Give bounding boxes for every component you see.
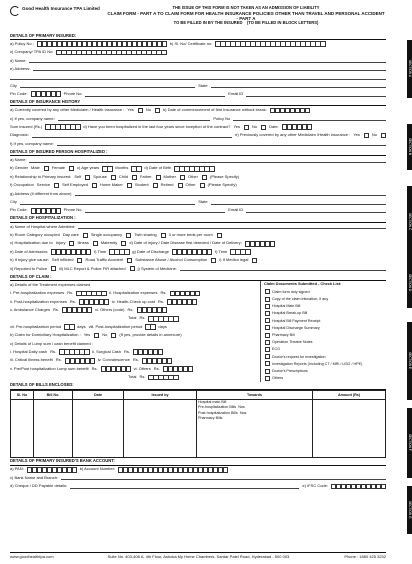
hospitalized-yes-checkbox[interactable] <box>244 125 249 130</box>
cause-illness: Illness <box>77 240 89 246</box>
doc-item-10: Doctor's request for investigation <box>272 354 326 359</box>
patient-name-field[interactable] <box>29 158 386 163</box>
lump-total-field[interactable] <box>148 375 178 381</box>
dob-field[interactable] <box>174 166 214 172</box>
if-yes-company-label: f) If yes, company name: <box>10 140 54 146</box>
doc-item-4: Hospital Break-up Bill <box>272 311 308 316</box>
patient-address-label: g) Address (if different from above) <box>10 190 72 196</box>
section-c <box>10 148 386 215</box>
section-tab-e: SECTION E <box>407 322 412 400</box>
rel-father-checkbox[interactable] <box>156 175 161 180</box>
age-label: c) Age years <box>77 165 100 171</box>
doc-checkbox-9[interactable] <box>265 347 270 352</box>
rel-self-checkbox[interactable] <box>85 175 90 180</box>
cheque-field[interactable] <box>70 484 299 489</box>
pan-field[interactable] <box>27 467 77 473</box>
doc-item-8: Operation Theatre Notes <box>272 340 313 345</box>
gender-label: b) Gender <box>10 165 29 171</box>
dob-label: d) Date of Birth <box>144 165 172 171</box>
domiciliary-note: (If yes, provide details in annexure) <box>119 332 182 338</box>
company-name-field[interactable] <box>58 117 211 122</box>
months-label: Months <box>115 165 129 171</box>
rs-label: Rs. <box>157 298 164 304</box>
cause-maternity-checkbox[interactable] <box>121 241 126 246</box>
ic-substance: Substance Abuse / Alcohol Consumption <box>135 257 208 263</box>
male-checkbox[interactable] <box>44 166 49 171</box>
patient-email-field[interactable] <box>246 208 386 213</box>
insured-name-label: d) Name: <box>10 57 27 63</box>
mlc-checkbox[interactable] <box>252 258 257 263</box>
history-policy-field[interactable] <box>233 117 386 122</box>
bills-table <box>10 390 386 458</box>
company-tpa-label: c) Company/ TPA ID No: <box>10 49 54 55</box>
ambulance-field[interactable] <box>62 307 92 313</box>
phone-label: Phone No: <box>63 91 83 97</box>
previously-label: e) Previously covered by any other Mediclaim /Health insurance : <box>235 132 351 138</box>
pre-days-field[interactable] <box>64 324 74 330</box>
ic-road-checkbox[interactable] <box>127 258 132 263</box>
insured-address-label: e) Address: <box>10 65 31 71</box>
section-b <box>10 99 386 149</box>
months-field[interactable] <box>131 166 141 172</box>
form-header <box>10 6 386 32</box>
rs-label: Rs. <box>132 357 139 363</box>
rs-label: Rs. <box>67 290 74 296</box>
critical-illness-label: iii. Critical Illness benefit <box>10 357 53 363</box>
hospital-field[interactable] <box>78 225 386 230</box>
sl-no-label: b) Sl. No/ Certificate no: <box>169 40 213 46</box>
age-field[interactable] <box>102 166 112 172</box>
doc-checkbox-3[interactable] <box>265 304 270 309</box>
email-field[interactable] <box>246 92 386 97</box>
patient-city-field[interactable] <box>20 200 195 205</box>
reported-label: ii) Reported to Police <box>10 265 48 271</box>
towards-pharmacy: Pharmacy Bills <box>197 415 313 420</box>
patient-pin-field[interactable] <box>31 208 61 214</box>
ic-self: Self inflicted <box>51 257 74 263</box>
doc-item-5: Hospital Bill Payment Receipt <box>272 318 321 323</box>
patient-state-field[interactable] <box>211 200 386 205</box>
doc-item-2: Copy of the claim intimation, if any <box>272 297 329 302</box>
female-checkbox[interactable] <box>69 166 74 171</box>
hospitalized-no-checkbox[interactable] <box>261 125 266 130</box>
doc-checkbox-10[interactable] <box>265 354 270 359</box>
insured-name-field[interactable] <box>29 59 386 64</box>
room-single: Single occupancy <box>90 232 123 238</box>
patient-city-label: City <box>10 199 17 205</box>
phone-field[interactable] <box>85 92 225 97</box>
pin-label: Pin Code: <box>10 91 28 97</box>
insured-address-line-2[interactable] <box>10 75 386 80</box>
doc-checkbox-5[interactable] <box>265 318 270 323</box>
section-tab-c: SECTION C <box>407 186 412 258</box>
section-tab-g: SECTION G <box>407 486 412 534</box>
rel-mother-checkbox[interactable] <box>180 175 185 180</box>
table-row <box>11 452 386 458</box>
rel-child-checkbox[interactable] <box>132 175 137 180</box>
system-field[interactable] <box>180 267 386 272</box>
doc-checkbox-11[interactable] <box>265 361 270 366</box>
no-label: No <box>371 132 377 138</box>
post-days-field[interactable] <box>145 324 155 330</box>
pre-hosp-label: i. Pre-hospitalization expenses <box>10 290 65 296</box>
room-single-checkbox[interactable] <box>126 233 131 238</box>
room-3-beds: 3 or more beds per room <box>168 232 213 238</box>
doc-item-11: Investigation Reports (Including CT / MRI / USG / HPE) <box>272 361 363 366</box>
rs-label: Rs. <box>127 306 134 312</box>
rs-label: Rs. <box>52 306 59 312</box>
towards-post: Post-hospitalization Bills Nos <box>197 410 313 415</box>
room-label: b) Room Category occupied <box>10 232 60 238</box>
commencement-label: b) Date of commencement of first Insurance without break: <box>162 107 267 113</box>
col-towards: Towards <box>197 390 313 399</box>
fir-checkbox[interactable] <box>130 266 135 271</box>
cause-injury-checkbox[interactable] <box>69 241 74 246</box>
health-check-field[interactable] <box>167 299 197 305</box>
rel-other-checkbox[interactable] <box>202 175 207 180</box>
state-field[interactable] <box>211 84 386 89</box>
post-hosp-label: ii. Post-hospitalization expenses <box>10 298 67 304</box>
discharge-label: g) Date of Discharge <box>132 248 169 254</box>
lump-benefit-field[interactable] <box>101 366 131 372</box>
section-a <box>10 32 386 99</box>
col-date: Date <box>73 390 124 399</box>
room-twin: Twin sharing <box>134 232 157 238</box>
occupation-label: f) Occupation <box>10 182 34 188</box>
section-b-title: DETAILS OF INSURANCE HISTORY <box>10 99 386 107</box>
ifsc-label: e) IFSC Code: <box>302 483 328 489</box>
col-sl-no: Sl. No <box>11 390 34 399</box>
patient-pin-label: Pin Code: <box>10 207 28 213</box>
footer-address: Suite No. 403-408 A, 4th Floor, Ashoka My Home Chambers, Sardar Patel Road, Hyderabad - 500 003. <box>107 554 291 560</box>
checklist-title: Claim Documents Submitted - Check List: <box>264 280 342 286</box>
rel-specify: (Please Specify) <box>210 173 240 179</box>
doc-checkbox-1[interactable] <box>265 289 270 294</box>
yes-label: Yes <box>127 107 134 113</box>
rs-label: Rs. <box>153 365 160 371</box>
rel-father: Father <box>139 173 152 179</box>
pre-hosp-field[interactable] <box>76 291 106 297</box>
discharge-field[interactable] <box>172 249 212 255</box>
rs-label: Rs. <box>50 348 57 354</box>
ic-substance-checkbox[interactable] <box>211 258 216 263</box>
city-label: City <box>10 82 17 88</box>
bank-label: c) Bank Name and Branch: <box>10 474 59 480</box>
section-tab-b: SECTION B <box>407 124 412 170</box>
doc-checkbox-6[interactable] <box>265 325 270 330</box>
patient-phone-label: Phone No: <box>63 207 83 213</box>
account-label: b) Account Number: <box>79 466 116 472</box>
sum-insured-label: Sum insured (Rs.) <box>10 124 43 130</box>
policy-no-label: a) Policy No.: <box>10 40 34 46</box>
occ-home-maker-checkbox[interactable] <box>127 183 132 188</box>
rel-mother: Mother <box>163 173 176 179</box>
doc-item-3: Hospital Main Bill <box>272 304 301 309</box>
patient-address-field[interactable] <box>75 192 386 197</box>
rs-label: Rs. <box>55 357 62 363</box>
hosp-exp-label: ii. Hospitalization expenses <box>109 290 158 296</box>
sum-insured-field[interactable] <box>45 124 80 130</box>
if-yes-company-field[interactable] <box>57 142 386 147</box>
lump-benefit-label: v. Pre/Post hospitalization Lump sum benefit <box>10 365 89 371</box>
cause-maternity: Maternity <box>100 240 118 246</box>
occ-service: Service <box>36 182 51 188</box>
doc-checkbox-8[interactable] <box>265 340 270 345</box>
lump-sum-label: c) Details of Lump sum / cash benefit claimed : <box>10 340 93 346</box>
admission-label: e) Date of Admission: <box>10 248 49 254</box>
city-field[interactable] <box>20 84 195 89</box>
account-field[interactable] <box>118 467 228 473</box>
rel-spouse: Spouse <box>93 173 107 179</box>
fill-instruction: TO BE FILLED IN BY THE INSURED (TO BE FILLED IN BLOCK LETTERS) <box>173 20 319 26</box>
room-twin-checkbox[interactable] <box>161 233 166 238</box>
patient-state-label: State <box>198 199 208 205</box>
ic-road: Road Traffic Accident <box>85 257 124 263</box>
lump-others-field[interactable] <box>163 366 193 372</box>
cause-injury: Injury <box>55 240 66 246</box>
hospitalized-label: d) Have you been hospitalized in the last four years since inception of the contract? <box>83 124 231 130</box>
yes-label: Yes <box>83 332 91 338</box>
logo-g-icon <box>10 6 20 16</box>
health-check-label: iv. Health-Check up cost <box>111 298 155 304</box>
doc-item-6: Hospital Discharge Summary <box>272 325 320 330</box>
no-label: No <box>102 332 108 338</box>
patient-name-label: a) Name: <box>10 157 27 163</box>
doc-checkbox-7[interactable] <box>265 333 270 338</box>
company-name: Good Health Insurance TPA Limited <box>22 6 100 11</box>
section-tab-f: SECTION F <box>407 408 412 478</box>
policy-no-field[interactable] <box>37 41 167 47</box>
page-footer <box>10 552 386 560</box>
total-label: Total <box>128 315 137 321</box>
male-label: Male <box>31 165 40 171</box>
rs-label: Rs. <box>139 315 146 321</box>
doc-checkbox-12[interactable] <box>265 369 270 374</box>
state-label: State <box>198 82 208 88</box>
documents-checklist <box>260 281 386 382</box>
injury-date-field[interactable] <box>245 241 275 247</box>
history-policy-label: Policy No <box>213 115 231 121</box>
occ-self-employed: Self Employed <box>62 182 88 188</box>
reported-checkbox[interactable] <box>51 266 56 271</box>
patient-phone-field[interactable] <box>85 208 225 213</box>
lump-others-label: vi. Others <box>133 365 151 371</box>
rs-label: Rs. <box>91 365 98 371</box>
cheque-label: d) Cheque / DD Payable details: <box>10 483 68 489</box>
doc-item-7: Pharmacy Bill <box>272 332 295 337</box>
insured-address-field[interactable] <box>33 67 386 72</box>
occ-self-employed-checkbox[interactable] <box>92 183 97 188</box>
treatment-label: a) Details of the Treatment expenses claimed <box>10 281 91 287</box>
towards-main: Hospital main Bill <box>197 399 313 405</box>
section-tab-d: SECTION D <box>407 258 412 308</box>
occ-specify: (Please Specify) <box>207 182 237 188</box>
daily-cash-label: i. Hospital Daily cash <box>10 348 48 354</box>
section-c-title: DETAILS OF INSURED PERSON HOSPITALIZED : <box>10 148 386 156</box>
rel-other: Other <box>187 173 198 179</box>
occ-student: Student <box>134 182 149 188</box>
liability-notice: THE ISSUE OF THIS FORM IS NOT TAKEN AS AN ADMISSION OF LIABILITY <box>172 5 320 10</box>
section-f-title: DETAILS OF BILLS ENCLOSED: <box>10 382 386 390</box>
relationship-label: e) Relationship to Primary insured: <box>10 173 72 179</box>
occ-retired-checkbox[interactable] <box>178 183 183 188</box>
injury-date-label: d) Date of injury / Date Disease first detected / Date of Delivery: <box>129 240 242 246</box>
cause-illness-checkbox[interactable] <box>93 241 98 246</box>
doc-item-12: Doctor's Prescriptions <box>272 368 308 373</box>
surgical-cash-label: ii. Surgical Cash <box>92 348 122 354</box>
section-f <box>10 382 386 458</box>
time-label: f) Time <box>94 248 107 254</box>
mlc-label: i) If Medico legal <box>219 257 249 263</box>
days-label: days <box>77 323 86 329</box>
towards-pre: Pre-hospitalization Bills Nos <box>197 405 313 410</box>
room-day-care: Day care <box>62 232 79 238</box>
section-d-title: DETAILS OF HOSPITALIZATION : <box>10 215 386 223</box>
hosp-exp-field[interactable] <box>170 291 200 297</box>
convalescence-label: iv. Convalescence <box>97 357 130 363</box>
post-hosp-field[interactable] <box>79 299 109 305</box>
occ-home-maker: Home Maker <box>99 182 123 188</box>
hosp-date-field[interactable] <box>282 124 312 130</box>
domiciliary-yes-checkbox[interactable] <box>94 333 99 338</box>
occ-student-checkbox[interactable] <box>153 183 158 188</box>
others-label: vi. Others (code) <box>94 306 125 312</box>
doc-checkbox-2[interactable] <box>265 297 270 302</box>
company-logo <box>10 6 106 16</box>
diagnosis-field[interactable] <box>32 133 232 138</box>
yes-label: Yes <box>353 132 360 138</box>
surgical-cash-field[interactable] <box>133 349 163 355</box>
room-day-care-checkbox[interactable] <box>83 233 88 238</box>
system-label: j) System of Medicine: <box>137 265 177 271</box>
discharge-time-field[interactable] <box>230 249 250 255</box>
commencement-field[interactable] <box>270 108 310 114</box>
occ-retired: Retired <box>160 182 174 188</box>
admission-field[interactable] <box>51 249 91 255</box>
section-g-title: DETAILS OF PRIMARY INSURED'S BANK ACCOUNT: <box>10 458 386 466</box>
rs-label: Rs. <box>160 290 167 296</box>
post-days-label: viii. Post-hospitalization period <box>88 323 143 329</box>
section-a-title: DETAILS OF PRIMARY INSURED: <box>10 32 386 40</box>
footer-website: www.goodhealthtpa.com <box>10 554 54 560</box>
doc-item-1: Claim form duly signed <box>272 289 310 294</box>
col-issued-by: Issued by <box>124 390 197 399</box>
company-name-label: c) If yes, company name: <box>10 115 55 121</box>
lump-total-label: Total <box>128 374 137 380</box>
diagnosis-label: Diagnosis: <box>10 132 29 138</box>
bank-field[interactable] <box>61 476 386 481</box>
fir-label: iii) MLC Report & Police FIR attached <box>59 265 126 271</box>
critical-illness-field[interactable] <box>65 358 95 364</box>
occ-other-checkbox[interactable] <box>200 183 205 188</box>
rel-child: Child <box>118 173 128 179</box>
col-amount: Amount (Rs) <box>313 390 386 399</box>
doc-checkbox-13[interactable] <box>265 376 270 381</box>
rel-spouse-checkbox[interactable] <box>111 175 116 180</box>
previously-yes-checkbox[interactable] <box>364 133 369 138</box>
covered-yes-checkbox[interactable] <box>138 108 143 113</box>
footer-phone: Phone : 1860 425 3232 <box>344 554 386 560</box>
occ-other: Other <box>185 182 196 188</box>
room-3-beds-checkbox[interactable] <box>217 233 222 238</box>
section-tab-a: SECTION A <box>407 40 412 98</box>
form-title-block <box>106 6 386 26</box>
rs-label: Rs. <box>124 348 131 354</box>
hospital-label: a) Name of Hospital where Admitted: <box>10 223 76 229</box>
col-bill-no: Bill No. <box>34 390 73 399</box>
doc-checkbox-4[interactable] <box>265 311 270 316</box>
section-e <box>10 273 386 382</box>
female-label: Female <box>51 165 66 171</box>
ifsc-field[interactable] <box>331 484 386 490</box>
covered-no-checkbox[interactable] <box>155 108 160 113</box>
ambulance-label: v. Ambulance Charges <box>10 306 50 312</box>
rs-label: Rs. <box>69 298 76 304</box>
total-field[interactable] <box>148 316 178 322</box>
sl-no-field[interactable] <box>215 41 325 47</box>
hosp-date-label: Date: <box>269 124 279 130</box>
domiciliary-label: b) Claim for Domiciliary Hospitalization : <box>10 332 81 338</box>
domiciliary-no-checkbox[interactable] <box>111 333 116 338</box>
section-e-title: DETAILS OF CLAIM : <box>10 273 386 281</box>
cause-label: c) Hospitalization due to <box>10 240 53 246</box>
no-label: No <box>145 107 151 113</box>
covered-label: a) Currently covered by any other Mediclaim / Health Insurance : <box>10 107 125 113</box>
discharge-time-label: f) Time <box>214 248 228 254</box>
doc-item-13: Others <box>272 376 284 381</box>
days-label: days <box>158 323 167 329</box>
patient-email-label: Email ID <box>228 207 244 213</box>
section-g <box>10 458 386 491</box>
doc-item-9: ECG <box>272 347 280 352</box>
occ-service-checkbox[interactable] <box>54 183 59 188</box>
email-label: Email ID <box>228 91 244 97</box>
company-tpa-field[interactable] <box>56 50 166 56</box>
convalescence-field[interactable] <box>142 358 172 364</box>
previously-no-checkbox[interactable] <box>381 133 386 138</box>
time-field[interactable] <box>109 249 129 255</box>
others-field[interactable] <box>137 307 167 313</box>
daily-cash-field[interactable] <box>59 349 89 355</box>
pin-field[interactable] <box>31 91 61 97</box>
rel-self: Self <box>74 173 82 179</box>
no-label: No <box>251 124 258 130</box>
yes-label: Yes <box>233 124 240 130</box>
section-d <box>10 215 386 273</box>
form-title: CLAIM FORM - PART A TO CLAIM FORM FOR HEALTH INSURANCE POLICIES OTHER THAN TRAVEL AND PERSONAL ACCIDENT - PART A <box>107 10 385 21</box>
rs-label: Rs. <box>139 374 146 380</box>
pan-label: a) PAN: <box>10 466 24 472</box>
pre-days-label: vii. Pre-hospitalization period <box>10 323 62 329</box>
injury-cause-label: h) If injury give cause: <box>10 257 49 263</box>
ic-self-checkbox[interactable] <box>77 258 82 263</box>
